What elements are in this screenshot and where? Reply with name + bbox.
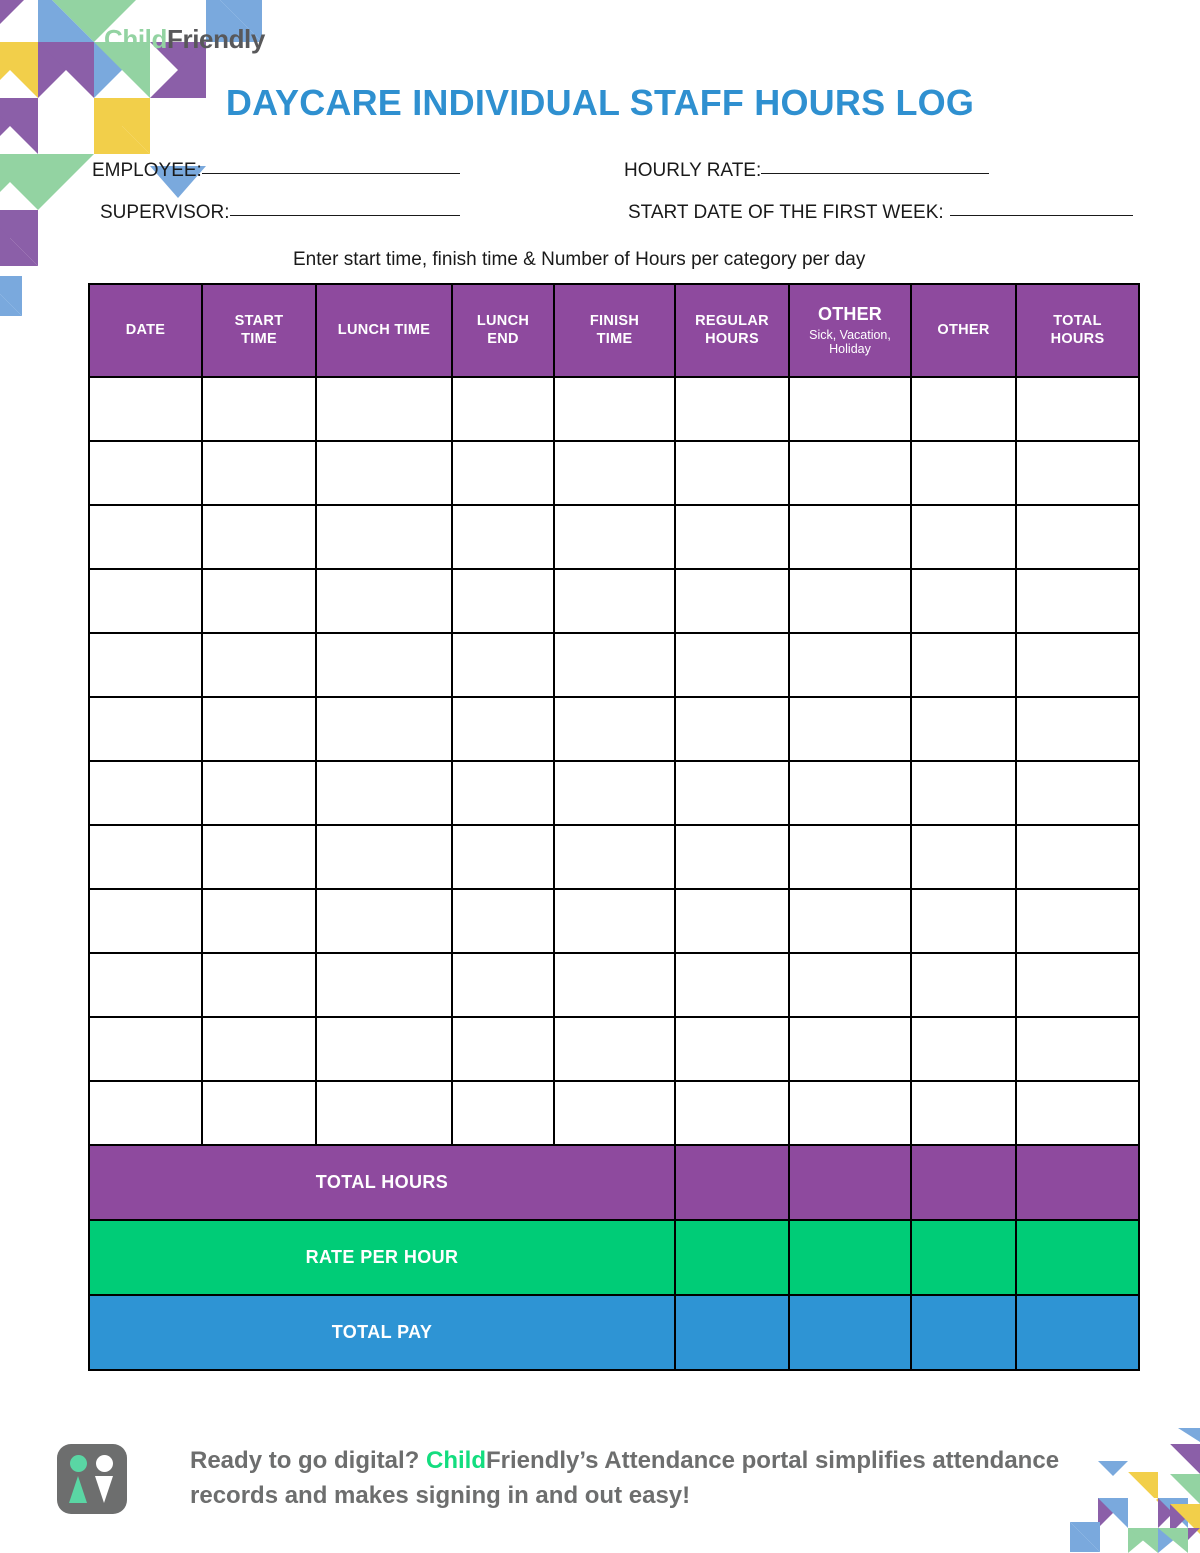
- table-row: [89, 889, 1139, 953]
- table-cell[interactable]: [1016, 1081, 1139, 1145]
- table-cell[interactable]: [911, 377, 1016, 441]
- table-cell[interactable]: [911, 825, 1016, 889]
- table-cell[interactable]: [1016, 697, 1139, 761]
- col-header-lunch-end-line2: END: [487, 330, 519, 347]
- table-cell[interactable]: [316, 1081, 452, 1145]
- rate-per-hour-row-label: RATE PER HOUR: [89, 1220, 675, 1295]
- table-cell[interactable]: [89, 889, 202, 953]
- table-cell[interactable]: [1016, 761, 1139, 825]
- employee-input-line[interactable]: [202, 173, 460, 174]
- table-cell[interactable]: [675, 825, 789, 889]
- table-cell[interactable]: [452, 761, 554, 825]
- table-cell[interactable]: [202, 441, 316, 505]
- two-people-icon: [57, 1444, 127, 1514]
- table-cell[interactable]: [89, 761, 202, 825]
- table-cell[interactable]: [675, 569, 789, 633]
- table-row: [89, 633, 1139, 697]
- table-cell[interactable]: [316, 505, 452, 569]
- table-cell[interactable]: [452, 889, 554, 953]
- start-date-field: [628, 202, 1133, 224]
- table-cell[interactable]: [789, 569, 911, 633]
- hourly-rate-label: HOURLY RATE:: [624, 160, 762, 181]
- table-cell[interactable]: [554, 377, 675, 441]
- table-cell[interactable]: [789, 953, 911, 1017]
- table-row: [89, 1017, 1139, 1081]
- table-cell[interactable]: [789, 505, 911, 569]
- table-cell[interactable]: [452, 1017, 554, 1081]
- table-cell[interactable]: [452, 697, 554, 761]
- table-cell[interactable]: [452, 505, 554, 569]
- total-pay-row-value-cell[interactable]: [789, 1295, 911, 1370]
- table-cell[interactable]: [202, 953, 316, 1017]
- table-cell[interactable]: [452, 633, 554, 697]
- table-cell[interactable]: [789, 633, 911, 697]
- col-header-total-hours-line1: TOTAL: [1053, 312, 1102, 329]
- hourly-rate-field: [624, 160, 989, 182]
- col-header-other-label: OTHER: [937, 321, 990, 338]
- person-white-head-icon: [96, 1455, 113, 1472]
- employee-label: EMPLOYEE:: [92, 160, 202, 181]
- header-row: [89, 284, 1139, 377]
- table-cell[interactable]: [911, 505, 1016, 569]
- table-cell[interactable]: [452, 1081, 554, 1145]
- supervisor-field: [100, 202, 460, 224]
- col-header-other-detail: [789, 284, 911, 377]
- table-cell[interactable]: [789, 761, 911, 825]
- table-cell[interactable]: [675, 441, 789, 505]
- table-cell[interactable]: [452, 377, 554, 441]
- instruction-subtitle: Enter start time, finish time & Number of Hours per category per day: [293, 249, 866, 270]
- col-header-other-detail-sub: Sick, Vacation, Holiday: [809, 327, 891, 357]
- col-header-lunch-time: [316, 284, 452, 377]
- footer-banner: [0, 1443, 1200, 1553]
- table-cell[interactable]: [202, 761, 316, 825]
- table-cell[interactable]: [202, 633, 316, 697]
- table-cell[interactable]: [89, 953, 202, 1017]
- table-cell[interactable]: [316, 889, 452, 953]
- table-cell[interactable]: [202, 697, 316, 761]
- table-cell[interactable]: [202, 1081, 316, 1145]
- col-header-lunch-time-label: LUNCH TIME: [337, 321, 431, 338]
- table-cell[interactable]: [202, 505, 316, 569]
- brand-logo: [104, 24, 265, 55]
- total-hours-row-value-cell[interactable]: [789, 1145, 911, 1220]
- table-cell[interactable]: [554, 953, 675, 1017]
- col-header-finish-time-line1: FINISH: [589, 312, 640, 329]
- table-row: [89, 697, 1139, 761]
- table-cell[interactable]: [554, 1081, 675, 1145]
- table-cell[interactable]: [554, 697, 675, 761]
- table-cell[interactable]: [316, 569, 452, 633]
- page-title: DAYCARE INDIVIDUAL STAFF HOURS LOG: [225, 82, 975, 123]
- table-cell[interactable]: [1016, 505, 1139, 569]
- table-cell[interactable]: [452, 825, 554, 889]
- table-cell[interactable]: [675, 697, 789, 761]
- table-cell[interactable]: [789, 377, 911, 441]
- footer-text-highlight: Child: [426, 1447, 487, 1474]
- person-white-body-icon: [95, 1476, 113, 1503]
- table-cell[interactable]: [452, 953, 554, 1017]
- start-date-input-line[interactable]: [950, 215, 1133, 216]
- table-cell[interactable]: [316, 441, 452, 505]
- table-cell[interactable]: [1016, 377, 1139, 441]
- table-cell[interactable]: [89, 505, 202, 569]
- hourly-rate-input-line[interactable]: [761, 173, 989, 174]
- table-cell[interactable]: [554, 441, 675, 505]
- table-cell[interactable]: [789, 889, 911, 953]
- table-cell[interactable]: [316, 633, 452, 697]
- table-cell[interactable]: [452, 441, 554, 505]
- table-cell[interactable]: [789, 1081, 911, 1145]
- table-cell[interactable]: [911, 633, 1016, 697]
- table-cell[interactable]: [789, 1017, 911, 1081]
- table-cell[interactable]: [789, 697, 911, 761]
- col-header-start-time: [202, 284, 316, 377]
- footer-text-part1: Ready to go digital?: [190, 1447, 427, 1474]
- table-row: [89, 1081, 1139, 1145]
- table-cell[interactable]: [1016, 825, 1139, 889]
- col-header-total-hours: [1016, 284, 1139, 377]
- total-pay-row-value-cell[interactable]: [1016, 1295, 1139, 1370]
- table-cell[interactable]: [554, 1017, 675, 1081]
- start-date-label: START DATE OF THE FIRST WEEK:: [628, 202, 944, 223]
- hours-table-body: [89, 377, 1139, 1370]
- table-cell[interactable]: [554, 569, 675, 633]
- col-header-date-label: DATE: [125, 321, 166, 338]
- table-row: [89, 377, 1139, 441]
- person-green-head-icon: [70, 1455, 87, 1472]
- total-pay-row: [89, 1295, 1139, 1370]
- table-cell[interactable]: [911, 441, 1016, 505]
- table-cell[interactable]: [316, 377, 452, 441]
- person-green-body-icon: [69, 1476, 87, 1503]
- table-cell[interactable]: [911, 1081, 1016, 1145]
- col-header-start-time-line1: START: [234, 312, 284, 329]
- total-pay-row-value-cell[interactable]: [675, 1295, 789, 1370]
- hours-table: [88, 283, 1140, 1371]
- total-hours-row-label: TOTAL HOURS: [89, 1145, 675, 1220]
- table-cell[interactable]: [789, 441, 911, 505]
- col-header-date: [89, 284, 202, 377]
- supervisor-label: SUPERVISOR:: [100, 202, 230, 223]
- table-cell[interactable]: [316, 953, 452, 1017]
- rate-per-hour-row-value-cell[interactable]: [789, 1220, 911, 1295]
- mosaic-bottom-svg: [1050, 1428, 1200, 1553]
- table-cell[interactable]: [675, 505, 789, 569]
- triangle-mosaic-bottom-right: [1050, 1428, 1200, 1553]
- col-header-other: [911, 284, 1016, 377]
- table-cell[interactable]: [202, 825, 316, 889]
- table-cell[interactable]: [789, 825, 911, 889]
- table-cell[interactable]: [89, 633, 202, 697]
- col-header-finish-time-line2: TIME: [596, 330, 633, 347]
- hours-table-wrapper: [88, 283, 1138, 1371]
- total-hours-row-value-cell[interactable]: [1016, 1145, 1139, 1220]
- table-row: [89, 953, 1139, 1017]
- table-cell[interactable]: [675, 633, 789, 697]
- table-row: [89, 825, 1139, 889]
- table-cell[interactable]: [911, 697, 1016, 761]
- table-row: [89, 505, 1139, 569]
- table-cell[interactable]: [202, 377, 316, 441]
- table-cell[interactable]: [202, 569, 316, 633]
- table-row: [89, 569, 1139, 633]
- col-header-lunch-end-line1: LUNCH: [476, 312, 530, 329]
- table-cell[interactable]: [89, 825, 202, 889]
- col-header-regular-hours: [675, 284, 789, 377]
- footer-cta-text: [190, 1443, 1070, 1513]
- total-pay-row-label: TOTAL PAY: [89, 1295, 675, 1370]
- col-header-regular-hours-line1: REGULAR: [695, 312, 769, 329]
- total-hours-row: [89, 1145, 1139, 1220]
- table-cell[interactable]: [202, 1017, 316, 1081]
- table-cell[interactable]: [675, 377, 789, 441]
- table-cell[interactable]: [554, 825, 675, 889]
- table-row: [89, 441, 1139, 505]
- table-cell[interactable]: [89, 569, 202, 633]
- total-hours-row-value-cell[interactable]: [675, 1145, 789, 1220]
- total-pay-row-value-cell[interactable]: [911, 1295, 1016, 1370]
- logo-child-text: Child: [104, 24, 167, 54]
- table-cell[interactable]: [911, 889, 1016, 953]
- table-cell[interactable]: [1016, 569, 1139, 633]
- table-cell[interactable]: [554, 633, 675, 697]
- rate-per-hour-row-value-cell[interactable]: [1016, 1220, 1139, 1295]
- table-cell[interactable]: [202, 889, 316, 953]
- col-header-regular-hours-line2: HOURS: [705, 330, 759, 347]
- table-cell[interactable]: [316, 697, 452, 761]
- table-cell[interactable]: [911, 761, 1016, 825]
- logo-friendly-text: Friendly: [167, 24, 265, 54]
- table-cell[interactable]: [554, 505, 675, 569]
- total-hours-row-value-cell[interactable]: [911, 1145, 1016, 1220]
- hours-table-head: [89, 284, 1139, 377]
- employee-field: [92, 160, 460, 182]
- table-cell[interactable]: [1016, 889, 1139, 953]
- table-cell[interactable]: [675, 953, 789, 1017]
- supervisor-input-line[interactable]: [230, 215, 460, 216]
- table-cell[interactable]: [1016, 1017, 1139, 1081]
- table-cell[interactable]: [675, 889, 789, 953]
- rate-per-hour-row-value-cell[interactable]: [911, 1220, 1016, 1295]
- table-cell[interactable]: [675, 1081, 789, 1145]
- table-cell[interactable]: [1016, 953, 1139, 1017]
- table-cell[interactable]: [675, 761, 789, 825]
- table-cell[interactable]: [554, 889, 675, 953]
- col-header-lunch-end: [452, 284, 554, 377]
- table-cell[interactable]: [316, 825, 452, 889]
- table-cell[interactable]: [89, 377, 202, 441]
- rate-per-hour-row: [89, 1220, 1139, 1295]
- footer-text-part2: Friendly’s Attendance portal simplifies attendance records and makes signing in and out easy!: [190, 1447, 1060, 1510]
- table-cell[interactable]: [89, 1081, 202, 1145]
- table-cell[interactable]: [452, 569, 554, 633]
- col-header-start-time-line2: TIME: [241, 330, 277, 347]
- table-cell[interactable]: [1016, 633, 1139, 697]
- rate-per-hour-row-value-cell[interactable]: [675, 1220, 789, 1295]
- table-cell[interactable]: [316, 1017, 452, 1081]
- col-header-total-hours-line2: HOURS: [1050, 330, 1105, 347]
- table-cell[interactable]: [89, 697, 202, 761]
- table-cell[interactable]: [316, 761, 452, 825]
- table-cell[interactable]: [911, 953, 1016, 1017]
- col-header-finish-time: [554, 284, 675, 377]
- table-cell[interactable]: [89, 1017, 202, 1081]
- table-cell[interactable]: [675, 1017, 789, 1081]
- table-cell[interactable]: [554, 761, 675, 825]
- col-header-other-detail-title: OTHER: [818, 303, 882, 324]
- table-cell[interactable]: [1016, 441, 1139, 505]
- table-row: [89, 761, 1139, 825]
- table-cell[interactable]: [911, 569, 1016, 633]
- table-cell[interactable]: [89, 441, 202, 505]
- table-cell[interactable]: [911, 1017, 1016, 1081]
